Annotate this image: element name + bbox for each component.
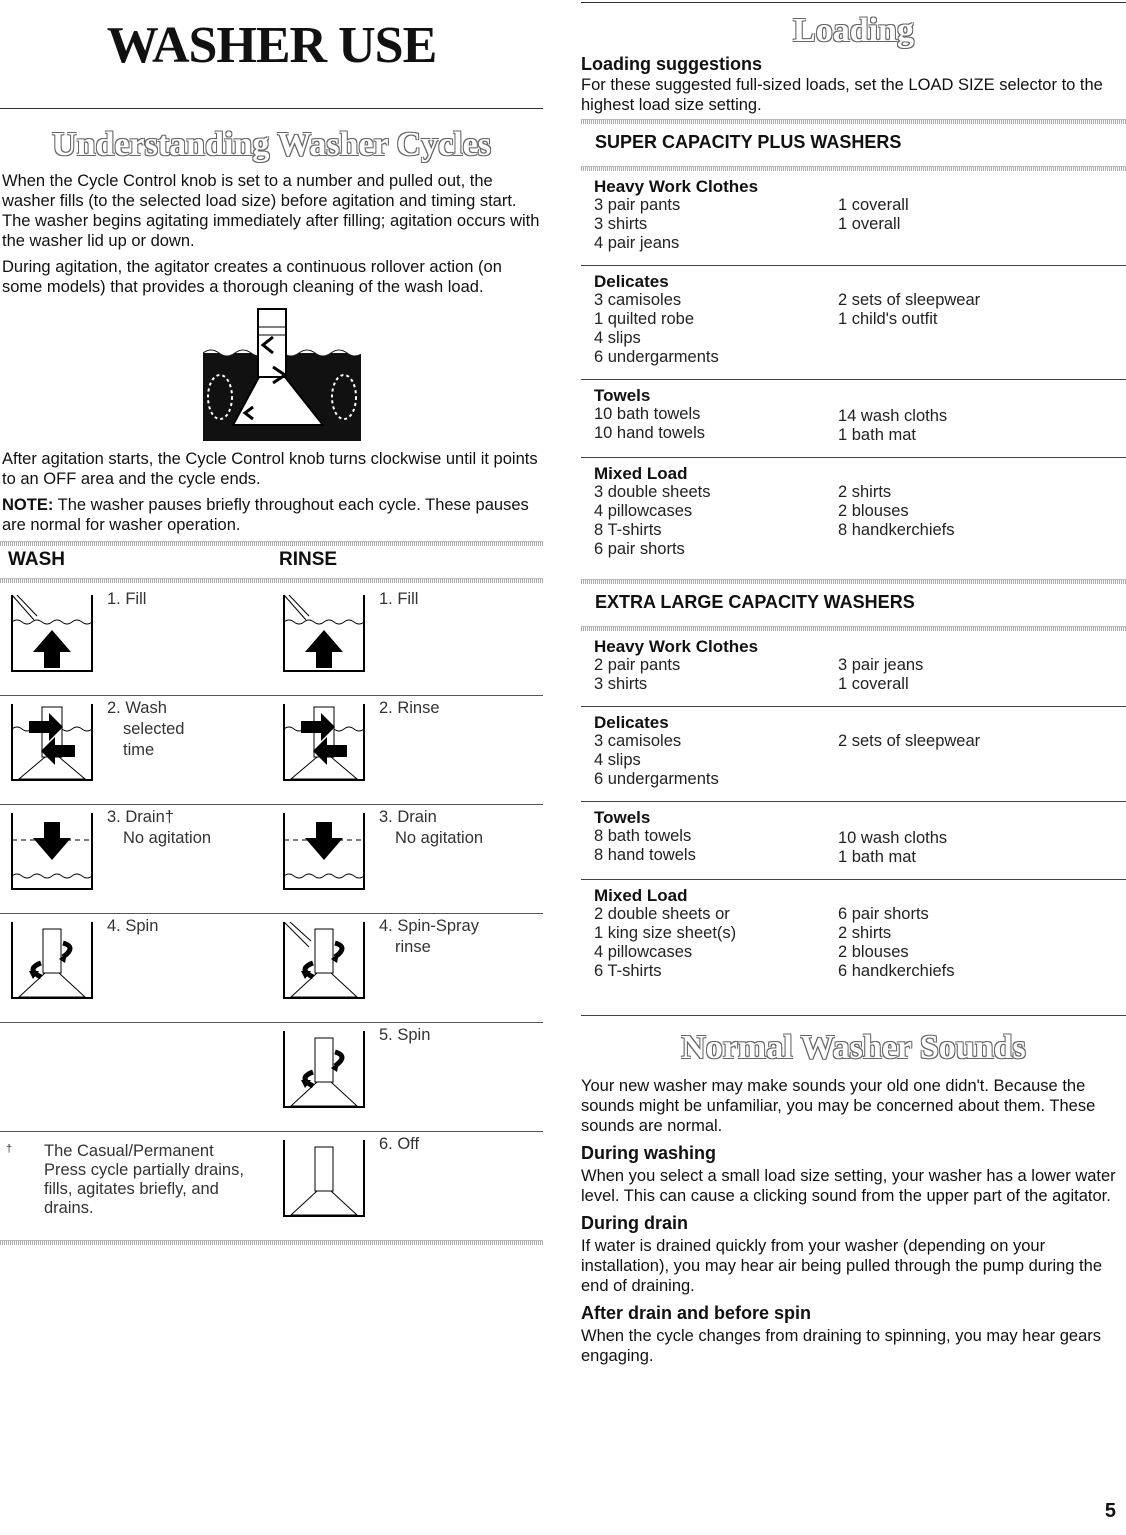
load-item: 6 undergarments xyxy=(594,770,719,788)
load-item: 10 bath towels xyxy=(594,405,701,423)
understanding-paragraph-3: After agitation starts, the Cycle Control knob turns clockwise until it points to an OFF area and the cycle ends. xyxy=(2,450,538,488)
cycle-table-header xyxy=(0,546,543,574)
spin-icon xyxy=(281,1028,367,1110)
cycle-row xyxy=(0,914,543,1023)
understanding-paragraph-2: During agitation, the agitator creates a continuous rollover action (on some models) that provides a thorough cleaning of the wash load. xyxy=(2,258,502,296)
load-item: 2 sets of sleepwear xyxy=(838,291,981,309)
load-group-title: Delicates xyxy=(594,713,669,732)
load-item: 4 pillowcases xyxy=(594,943,693,961)
super-capacity-table xyxy=(581,171,1126,571)
load-item: 8 handkerchiefs xyxy=(838,521,955,539)
cycle-row xyxy=(0,1132,543,1240)
rinse-step-sub: No agitation xyxy=(395,829,484,847)
load-item: 4 pair jeans xyxy=(594,234,680,252)
off-icon xyxy=(281,1137,367,1219)
rinse-step-label: 6. Off xyxy=(379,1135,420,1153)
super-capacity-heading: SUPER CAPACITY PLUS WASHERS xyxy=(595,132,902,152)
load-item: 6 undergarments xyxy=(594,348,719,366)
load-item: 1 bath mat xyxy=(838,426,916,444)
rinse-step-fill xyxy=(281,587,418,674)
fill-icon xyxy=(281,592,367,674)
cycle-row xyxy=(0,805,543,914)
load-group-title: Heavy Work Clothes xyxy=(594,177,759,196)
sounds-title: Normal Washer Sounds xyxy=(681,1029,1026,1066)
footnote xyxy=(6,1142,246,1218)
load-item: 1 bath mat xyxy=(838,848,916,866)
rinse-step-label: 1. Fill xyxy=(379,590,419,608)
load-item: 2 blouses xyxy=(838,943,909,961)
hatch-divider xyxy=(0,578,543,583)
load-item: 8 T-shirts xyxy=(594,521,662,539)
load-item: 1 coverall xyxy=(838,196,909,214)
left-column xyxy=(0,0,543,1245)
spin-icon xyxy=(9,919,95,1001)
rinse-step-label: 2. Rinse xyxy=(379,699,440,717)
load-item: 3 pair pants xyxy=(594,196,681,214)
cycle-table xyxy=(0,587,543,1240)
load-item: 1 quilted robe xyxy=(594,310,694,328)
cycle-row xyxy=(0,696,543,805)
load-item: 2 sets of sleepwear xyxy=(838,732,981,750)
load-group xyxy=(581,171,1126,266)
sound-heading: During washing xyxy=(581,1143,716,1163)
rinse-step-off xyxy=(281,1132,419,1219)
loading-title: Loading xyxy=(793,12,914,49)
rinse-step-spin-spray xyxy=(281,914,479,1001)
load-item: 3 pair jeans xyxy=(838,656,924,674)
cycle-row xyxy=(0,1023,543,1132)
drain-icon xyxy=(9,810,95,892)
wash-step-wash xyxy=(9,696,213,783)
rinse-step-label: 3. Drain xyxy=(379,808,437,826)
divider xyxy=(0,108,543,109)
sounds-intro: Your new washer may make sounds your old one didn't. Because the sounds might be unfamiliar, you may be concerned about them. These sounds are normal. xyxy=(581,1077,1096,1135)
divider xyxy=(581,2,1126,3)
loading-suggestions-heading: Loading suggestions xyxy=(581,54,763,74)
load-group xyxy=(581,380,1126,458)
wash-step-fill xyxy=(9,587,146,674)
footnote-mark: † xyxy=(6,1143,13,1155)
wash-step-label: 1. Fill xyxy=(107,590,147,608)
load-item: 3 double sheets xyxy=(594,483,711,501)
load-item: 6 pair shorts xyxy=(594,540,685,558)
load-item: 6 T-shirts xyxy=(594,962,662,980)
note-paragraph xyxy=(2,495,541,535)
rinse-step-sub: rinse xyxy=(395,938,431,956)
load-item: 4 slips xyxy=(594,751,641,769)
sound-text: If water is drained quickly from your washer (depending on your installation), you may hear air being pulled through the pump during the end of draining. xyxy=(581,1237,1102,1295)
wash-step-label: 4. Spin xyxy=(107,917,159,935)
agitator-illustration xyxy=(203,307,361,441)
cycle-row xyxy=(0,587,543,696)
load-item: 2 shirts xyxy=(838,924,892,942)
load-item: 3 camisoles xyxy=(594,291,682,309)
hatch-divider xyxy=(0,1240,543,1245)
load-item: 14 wash cloths xyxy=(838,407,948,425)
load-group-title: Mixed Load xyxy=(594,886,688,905)
rinse-step-label: 4. Spin-Spray xyxy=(379,917,479,935)
load-item: 8 hand towels xyxy=(594,846,696,864)
load-group-title: Towels xyxy=(594,808,651,827)
load-item: 3 shirts xyxy=(594,215,648,233)
load-group xyxy=(581,631,1126,707)
page-title: WASHER USE xyxy=(106,17,437,74)
load-item: 4 slips xyxy=(594,329,641,347)
load-group-title: Mixed Load xyxy=(594,464,688,483)
load-item: 8 bath towels xyxy=(594,827,692,845)
load-group xyxy=(581,458,1126,571)
load-item: 10 wash cloths xyxy=(838,829,948,847)
load-item: 3 camisoles xyxy=(594,732,682,750)
load-item: 6 handkerchiefs xyxy=(838,962,955,980)
load-item: 6 pair shorts xyxy=(838,905,929,923)
sounds-body xyxy=(581,1076,1126,1366)
load-item: 2 blouses xyxy=(838,502,909,520)
sound-text: When you select a small load size setting, your washer has a lower water level. This can cause a clicking sound from the upper part of the agitator. xyxy=(581,1167,1116,1205)
drain-icon xyxy=(281,810,367,892)
rinse-step-spin xyxy=(281,1023,430,1110)
spin-spray-icon xyxy=(281,919,367,1001)
load-item: 1 overall xyxy=(838,215,901,233)
load-item: 1 child's outfit xyxy=(838,310,938,328)
load-group-title: Heavy Work Clothes xyxy=(594,637,759,656)
load-item: 1 king size sheet(s) xyxy=(594,924,737,942)
wash-step-label: 2. Wash xyxy=(107,699,167,717)
after-agitation-text xyxy=(0,449,543,535)
wash-step-drain xyxy=(9,805,211,892)
extra-large-table xyxy=(581,631,1126,1016)
load-group xyxy=(581,880,1126,993)
sound-heading: After drain and before spin xyxy=(581,1303,812,1323)
sound-heading: During drain xyxy=(581,1213,688,1233)
load-item: 10 hand towels xyxy=(594,424,705,442)
page-number: 5 xyxy=(1104,1500,1116,1522)
wash-step-sub: No agitation xyxy=(123,829,212,847)
load-item: 2 pair pants xyxy=(594,656,681,674)
agitate-icon xyxy=(9,701,95,783)
agitate-icon xyxy=(281,701,367,783)
load-group xyxy=(581,266,1126,380)
footnote-text: The Casual/Permanent Press cycle partially drains, fills, agitates briefly, and drains. xyxy=(44,1142,244,1217)
wash-header: WASH xyxy=(8,549,65,570)
wash-step-spin xyxy=(9,914,158,1001)
load-group-title: Delicates xyxy=(594,272,669,291)
load-group-title: Towels xyxy=(594,386,651,405)
rinse-header: RINSE xyxy=(279,549,338,570)
load-item: 2 double sheets or xyxy=(594,905,730,923)
note-label: NOTE: xyxy=(2,496,54,514)
loading-intro: For these suggested full-sized loads, set the LOAD SIZE selector to the highest load size setting. xyxy=(581,76,1103,114)
understanding-paragraph-1: When the Cycle Control knob is set to a number and pulled out, the washer fills (to the selected load size) before agitation and timing start. The washer begins agitating immediately after filling; agitation occurs with the washer lid up or down. xyxy=(2,172,540,250)
rinse-step-drain xyxy=(281,805,483,892)
right-column xyxy=(581,0,1126,1372)
load-item: 3 shirts xyxy=(594,675,648,693)
load-group xyxy=(581,802,1126,880)
load-item: 1 coverall xyxy=(838,675,909,693)
load-item: 2 shirts xyxy=(838,483,892,501)
rinse-step-rinse xyxy=(281,696,440,783)
fill-icon xyxy=(9,592,95,674)
extra-large-heading: EXTRA LARGE CAPACITY WASHERS xyxy=(595,592,915,612)
sound-text: When the cycle changes from draining to spinning, you may hear gears engaging. xyxy=(581,1327,1102,1365)
rinse-step-label: 5. Spin xyxy=(379,1026,431,1044)
wash-step-label: 3. Drain† xyxy=(107,808,174,826)
wash-step-sub: selected time xyxy=(123,720,185,759)
load-item: 4 pillowcases xyxy=(594,502,693,520)
load-group xyxy=(581,707,1126,802)
understanding-title: Understanding Washer Cycles xyxy=(52,126,491,163)
understanding-body xyxy=(0,171,543,297)
note-text: The washer pauses briefly throughout each cycle. These pauses are normal for washer operation. xyxy=(2,496,529,534)
